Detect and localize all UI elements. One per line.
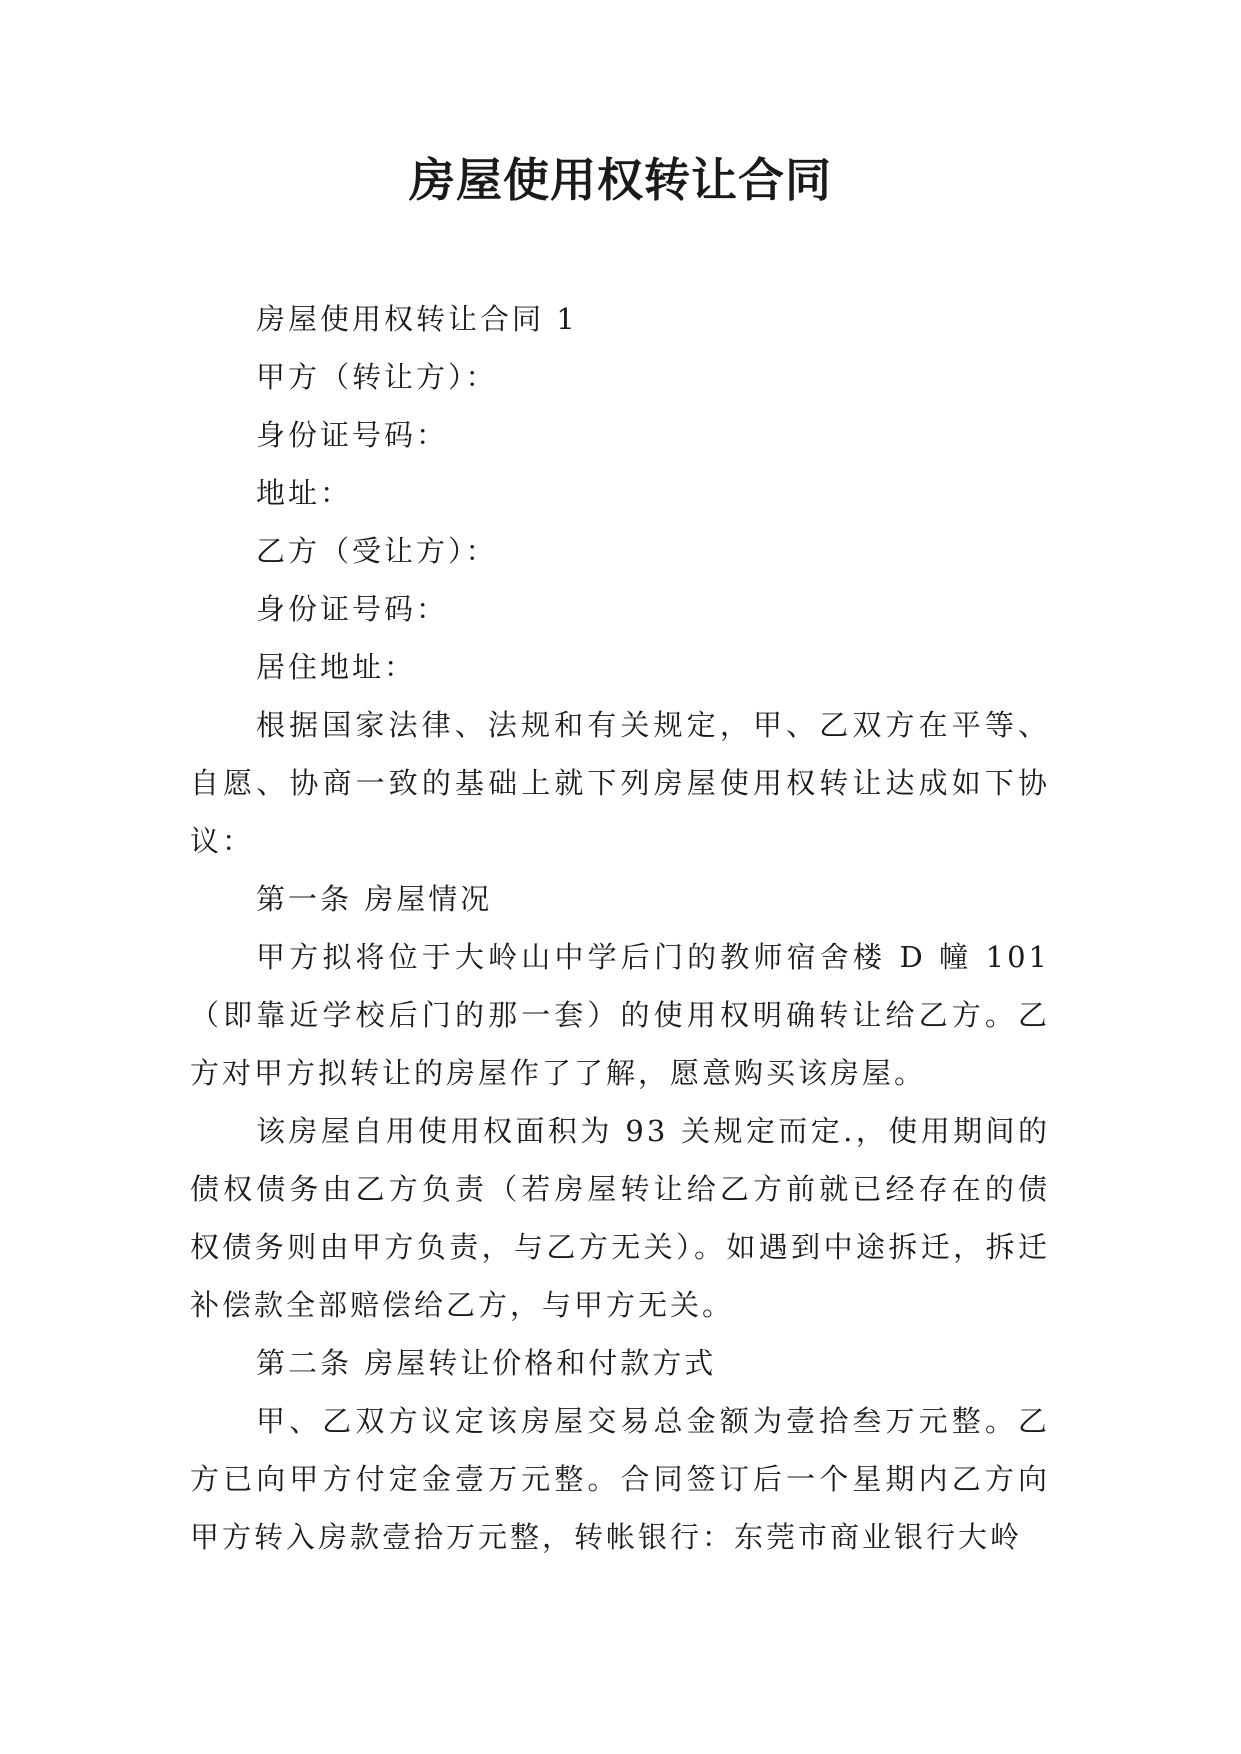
document-body bbox=[190, 290, 1050, 1566]
party-a-field: 甲方（转让方）： bbox=[256, 360, 498, 394]
article-1-heading: 第一条 房屋情况 bbox=[256, 882, 493, 916]
party-a-id-field: 身份证号码： bbox=[256, 418, 449, 452]
document-title: 房屋使用权转让合同 bbox=[409, 153, 832, 207]
party-b-id-field: 身份证号码： bbox=[256, 592, 449, 626]
article-2-heading: 第二条 房屋转让价格和付款方式 bbox=[256, 1346, 717, 1380]
article-2-paragraph-1: 甲、乙双方议定该房屋交易总金额为壹拾叁万元整。乙方已向甲方付定金壹万元整。合同签订后一个星期内乙方向甲方转入房款壹拾万元整，转帐银行：东莞市商业银行大岭 bbox=[190, 1404, 1050, 1554]
party-a-address-field: 地址： bbox=[256, 476, 353, 510]
article-1-paragraph-2: 该房屋自用使用权面积为 93 关规定而定.，使用期间的债权债务由乙方负责（若房屋转让给乙方前就已经存在的债权债务则由甲方负责，与乙方无关）。如遇到中途拆迁，拆迁补偿款全部赔偿给乙方，与甲方无关。 bbox=[190, 1114, 1050, 1322]
party-b-address-field: 居住地址： bbox=[256, 650, 417, 684]
party-b-field: 乙方（受让方）： bbox=[256, 534, 498, 568]
preamble-paragraph: 根据国家法律、法规和有关规定，甲、乙双方在平等、自愿、协商一致的基础上就下列房屋使用权转让达成如下协议： bbox=[190, 708, 1050, 858]
contract-heading-line: 房屋使用权转让合同 1 bbox=[256, 302, 578, 336]
article-1-paragraph-1: 甲方拟将位于大岭山中学后门的教师宿舍楼 D 幢 101（即靠近学校后门的那一套）的使用权明确转让给乙方。乙方对甲方拟转让的房屋作了了解，愿意购买该房屋。 bbox=[190, 940, 1050, 1090]
